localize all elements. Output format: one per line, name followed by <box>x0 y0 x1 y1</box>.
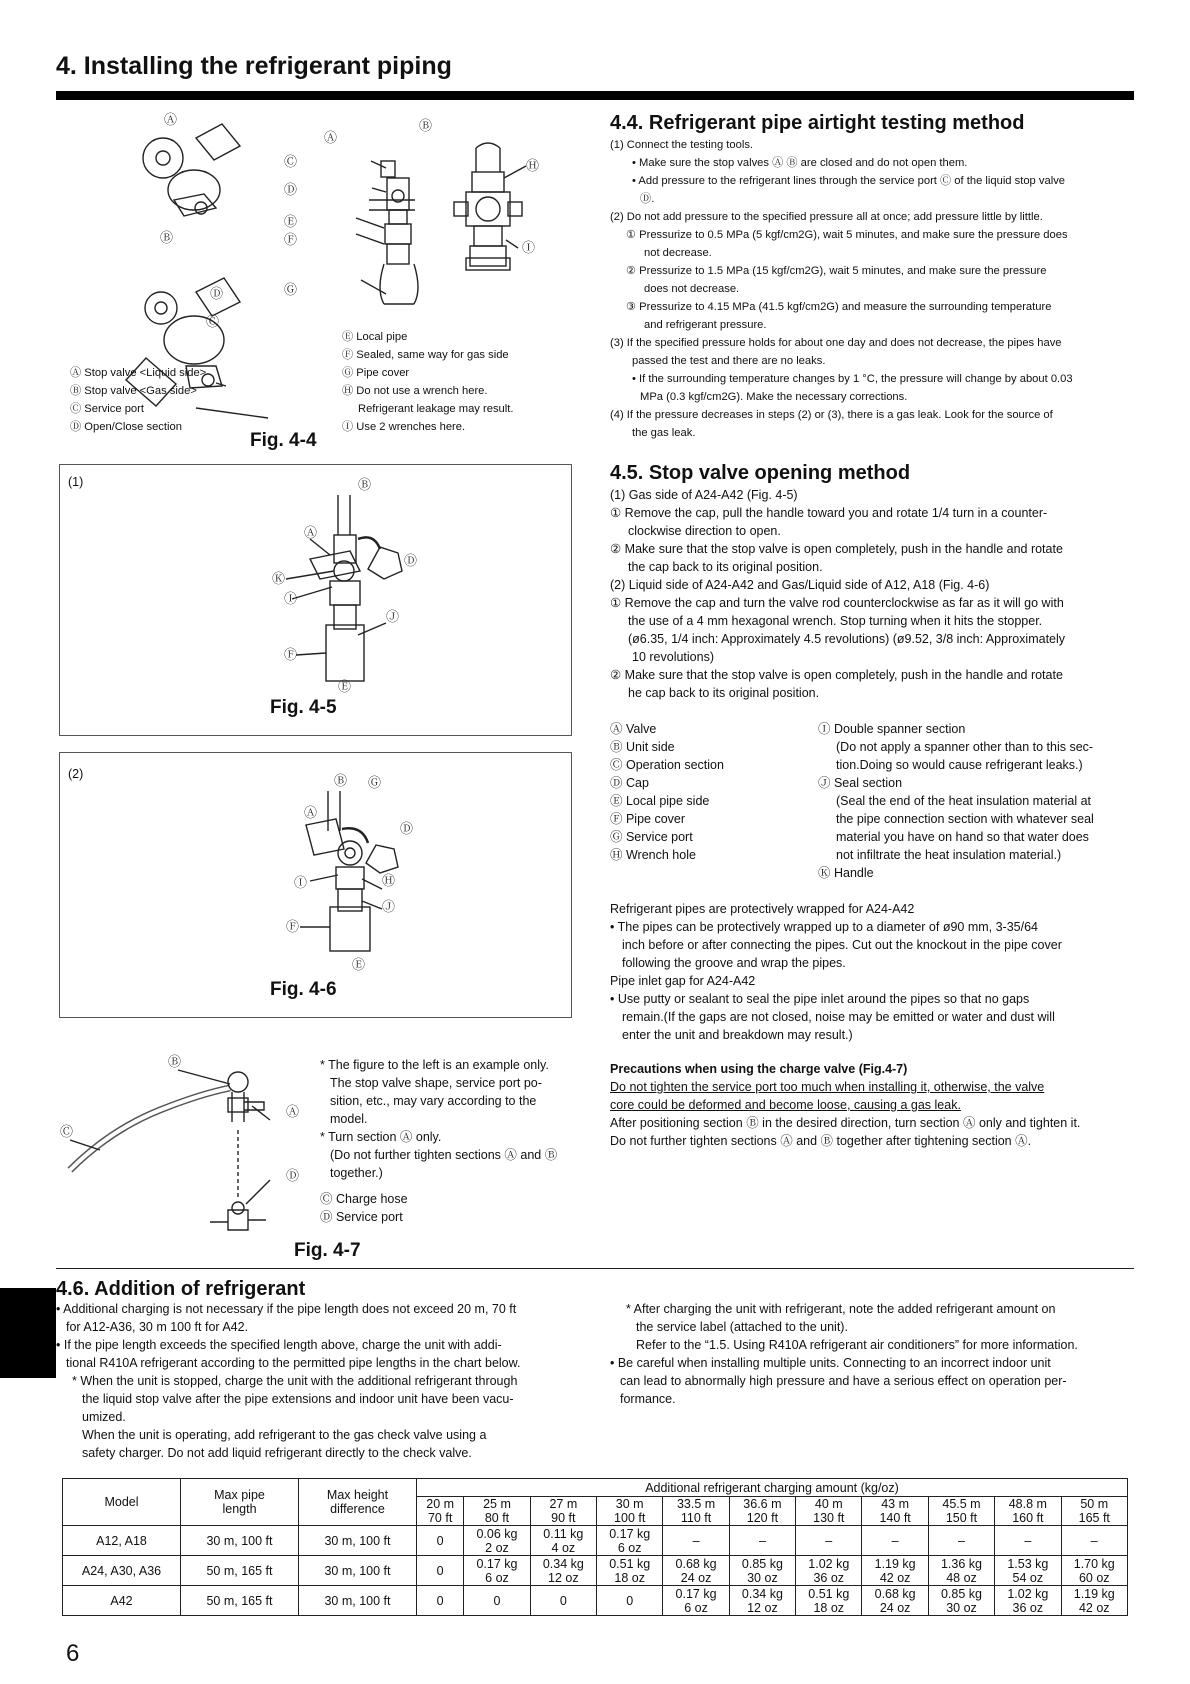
cell-amount: 0 <box>417 1586 464 1616</box>
cell-amount: 0.51 kg 18 oz <box>796 1586 862 1616</box>
section-4-5-title: 4.5. Stop valve opening method <box>610 462 911 484</box>
fig-4-5-box <box>59 464 572 736</box>
fig46-letter-b: Ⓑ <box>334 773 348 788</box>
th-length-5: 36.6 m 120 ft <box>729 1497 795 1526</box>
section-4-5-legend-left: Ⓐ Valve Ⓑ Unit side Ⓒ Operation section Ⓓ Cap Ⓔ Local pipe side Ⓕ Pipe cover Ⓖ Service port Ⓗ Wrench hole <box>610 722 724 862</box>
cell-amount: 0.17 kg 6 oz <box>663 1586 729 1616</box>
th-length-2: 27 m 90 ft <box>530 1497 596 1526</box>
fig47-letter-c: Ⓒ <box>60 1124 74 1139</box>
fig-4-6-caption: Fig. 4-6 <box>270 979 337 1000</box>
cell-model: A24, A30, A36 <box>63 1556 181 1586</box>
th-length-10: 50 m 165 ft <box>1061 1497 1127 1526</box>
cell-maxheight: 30 m, 100 ft <box>299 1556 417 1586</box>
cell-maxheight: 30 m, 100 ft <box>299 1586 417 1616</box>
section-4-5-body: (1) Gas side of A24-A42 (Fig. 4-5) ① Remove the cap, pull the handle toward you and rotate 1/4 turn in a counter- clockwise direction to open. ② Make sure that the stop valve is open completely, push in the handle and rotate the cap back to its original position. (2) Liquid side of A24-A42 and Gas/Liquid side of A12, A18 (Fig. 4-6) ① Remove the cap and turn the valve rod counterclockwise as far as it will go with the use of a 4 mm hexagonal wrench. Stop turning when it hits the stopper. (ø6.35, 1/4 inch: Approximately 4.5 revolutions) (ø9.52, 3/8 inch: Approximately 10 revolutions) ② Make sure that the stop valve is open completely, push in the handle and rotate he cap back to its original position. <box>610 488 1066 700</box>
fig-4-6-box <box>59 752 572 1018</box>
section-4-4-body: (1) Connect the testing tools. • Make sure the stop valves Ⓐ Ⓑ are closed and do not open them. • Add pressure to the refrigerant lines through the service port Ⓒ of the liquid stop valve Ⓓ. (2) Do not add pressure to the specified pressure all at once; add pressure little by little. ① Pressurize to 0.5 MPa (5 kgf/cm2G), wait 5 minutes, and make sure the pressure does not decrease. ② Pressurize to 1.5 MPa (15 kgf/cm2G), wait 5 minutes, and make sure the pressure does not decrease. ③ Pressurize to 4.15 MPa (41.5 kgf/cm2G) and measure the surrounding temperature and refrigerant pressure. (3) If the specified pressure holds for about one day and does not decrease, the pipes have passed the test and there are no leaks. • If the surrounding temperature changes by 1 °C, the pressure will change by about 0.03 MPa (0.3 kgf/cm2G). Make the necessary corrections. (4) If the pressure decreases in steps (2) or (3), there is a gas leak. Look for the source of the gas leak. <box>610 139 1073 439</box>
cell-amount: 0.68 kg 24 oz <box>663 1556 729 1586</box>
fig44-letter-b2: Ⓑ <box>419 118 433 133</box>
fig-4-6-drawing <box>210 771 470 981</box>
cell-amount: 0.06 kg 2 oz <box>464 1526 530 1556</box>
cell-amount: 0.68 kg 24 oz <box>862 1586 928 1616</box>
fig46-letter-e: Ⓔ <box>352 957 366 972</box>
section-4-6-right: * After charging the unit with refrigerant, note the added refrigerant amount on the service label (attached to the unit). Refer to the “1.5. Using R410A refrigerant air conditioners” for more information. • Be careful when installing multiple units. Connecting to an incorrect indoor unit can lead to abnormally high pressure and have a serious effect on operation per- formance. <box>610 1302 1078 1406</box>
fig45-letter-j: Ⓙ <box>386 609 400 624</box>
cell-model: A12, A18 <box>63 1526 181 1556</box>
cell-amount: – <box>729 1526 795 1556</box>
cell-amount: 0.11 kg 4 oz <box>530 1526 596 1556</box>
table-row <box>63 1556 1128 1586</box>
fig-4-4-caption: Fig. 4-4 <box>250 430 317 451</box>
sidebar-marker <box>0 1288 56 1378</box>
cell-amount: 0 <box>597 1586 663 1616</box>
page-title: 4. Installing the refrigerant piping <box>56 52 452 80</box>
section-divider <box>56 1268 1134 1269</box>
cell-amount: 0.17 kg 6 oz <box>597 1526 663 1556</box>
cell-amount: – <box>1061 1526 1127 1556</box>
fig44-letter-d: Ⓓ <box>210 286 224 301</box>
cell-amount: – <box>928 1526 994 1556</box>
fig45-letter-d: Ⓓ <box>404 553 418 568</box>
fig46-letter-a: Ⓐ <box>304 805 318 820</box>
fig46-letter-h: Ⓗ <box>382 873 396 888</box>
cell-amount: 1.53 kg 54 oz <box>995 1556 1061 1586</box>
page-number: 6 <box>66 1640 80 1667</box>
th-length-6: 40 m 130 ft <box>796 1497 862 1526</box>
fig44-letter-a: Ⓐ <box>164 112 178 127</box>
charge-valve-precautions: Precautions when using the charge valve (Fig.4-7) Do not tighten the service port too much when installing it, otherwise, the valve core could be deformed and become loose, causing a gas leak. After positioning section Ⓑ in the desired direction, turn section Ⓐ only and tighten it. Do not further tighten sections Ⓐ and Ⓑ together after tightening section Ⓐ. <box>610 1060 1132 1150</box>
th-length-3: 30 m 100 ft <box>597 1497 663 1526</box>
section-4-6-title: 4.6. Addition of refrigerant <box>56 1278 306 1300</box>
precautions-title: Precautions when using the charge valve (Fig.4-7) <box>610 1062 908 1076</box>
th-additional: Additional refrigerant charging amount (kg/oz) <box>417 1479 1128 1497</box>
fig-4-5-caption: Fig. 4-5 <box>270 697 337 718</box>
fig46-letter-j: Ⓙ <box>382 899 396 914</box>
cell-amount: 1.02 kg 36 oz <box>796 1556 862 1586</box>
cell-maxpipe: 30 m, 100 ft <box>181 1526 299 1556</box>
cell-amount: 0 <box>417 1556 464 1586</box>
cell-amount: 1.36 kg 48 oz <box>928 1556 994 1586</box>
cell-amount: – <box>995 1526 1061 1556</box>
fig44-legend-left: Ⓐ Stop valve <Liquid side> Ⓑ Stop valve <Gas side> Ⓒ Service port Ⓓ Open/Close section <box>70 367 207 433</box>
fig45-letter-a: Ⓐ <box>304 525 318 540</box>
cell-amount: – <box>796 1526 862 1556</box>
fig44-letter-e: Ⓔ <box>284 214 298 229</box>
fig46-letter-i: Ⓘ <box>294 875 308 890</box>
cell-model: A42 <box>63 1586 181 1616</box>
fig44-letter-f: Ⓕ <box>284 232 298 247</box>
fig45-letter-b: Ⓑ <box>358 477 372 492</box>
fig47-letter-a: Ⓐ <box>286 1104 300 1119</box>
cell-amount: 0 <box>464 1586 530 1616</box>
fig47-legend: Ⓒ Charge hose Ⓓ Service port <box>320 1192 408 1224</box>
section-4-6-left: • Additional charging is not necessary if the pipe length does not exceed 20 m, 70 ft for A12-A36, 30 m 100 ft for A42. • If the pipe length exceeds the specified length above, charge the unit with addi- tional R410A refrigerant according to the permitted pipe lengths in the chart below. * When the unit is stopped, charge the unit with the additional refrigerant through the liquid stop valve after the pipe extensions and indoor unit have been vacu- umized. When the unit is operating, add refrigerant to the gas check valve using a safety charger. Do not add liquid refrigerant directly to the check valve. <box>56 1302 521 1460</box>
fig45-letter-k: Ⓚ <box>272 571 286 586</box>
fig44-letter-i: Ⓘ <box>522 240 536 255</box>
th-length-4: 33.5 m 110 ft <box>663 1497 729 1526</box>
th-max-height: Max height difference <box>299 1479 417 1526</box>
fig45-letter-f: Ⓕ <box>284 647 298 662</box>
fig46-letter-g: Ⓖ <box>368 775 382 790</box>
cell-maxpipe: 50 m, 165 ft <box>181 1586 299 1616</box>
th-model: Model <box>63 1479 181 1526</box>
cell-amount: 1.02 kg 36 oz <box>995 1586 1061 1616</box>
cell-maxpipe: 50 m, 165 ft <box>181 1556 299 1586</box>
cell-amount: 0.51 kg 18 oz <box>597 1556 663 1586</box>
fig47-notes: * The figure to the left is an example only. The stop valve shape, service port po- sition, etc., may vary according to the model. * Turn section Ⓐ only. (Do not further tighten sections Ⓐ and Ⓑ together.) <box>320 1058 558 1180</box>
cell-amount: 0 <box>417 1526 464 1556</box>
section-4-4-title: 4.4. Refrigerant pipe airtight testing method <box>610 112 1025 134</box>
cell-maxheight: 30 m, 100 ft <box>299 1526 417 1556</box>
fig-4-7-caption: Fig. 4-7 <box>294 1240 361 1261</box>
th-length-1: 25 m 80 ft <box>464 1497 530 1526</box>
th-length-8: 45.5 m 150 ft <box>928 1497 994 1526</box>
section-4-5-legend-right: Ⓘ Double spanner section (Do not apply a spanner other than to this sec- tion.Doing so would cause refrigerant leaks.) Ⓙ Seal section (Seal the end of the heat insulation material at the pipe connection section with whatever seal material you have on hand so that water does not infiltrate the heat insulation material.) Ⓚ Handle <box>818 722 1094 880</box>
fig44-legend-right: Ⓔ Local pipe Ⓕ Sealed, same way for gas side Ⓖ Pipe cover Ⓗ Do not use a wrench here. Refrigerant leakage may result. Ⓘ Use 2 wrenches here. <box>342 331 514 433</box>
table-row <box>63 1526 1128 1556</box>
fig44-letter-c: Ⓒ <box>206 314 220 329</box>
cell-amount: 1.70 kg 60 oz <box>1061 1556 1127 1586</box>
refrigerant-charge-table <box>62 1478 1128 1616</box>
fig46-letter-d: Ⓓ <box>400 821 414 836</box>
cell-amount: 0.34 kg 12 oz <box>729 1586 795 1616</box>
fig47-letter-d: Ⓓ <box>286 1168 300 1183</box>
fig44-letter-b: Ⓑ <box>160 230 174 245</box>
fig44-letter-c2: Ⓒ <box>284 154 298 169</box>
cell-amount: – <box>862 1526 928 1556</box>
fig45-letter-e: Ⓔ <box>338 679 352 694</box>
fig47-letter-b: Ⓑ <box>168 1054 182 1069</box>
cell-amount: 0.34 kg 12 oz <box>530 1556 596 1586</box>
th-length-0: 20 m 70 ft <box>417 1497 464 1526</box>
fig-4-7-drawing <box>60 1040 310 1240</box>
th-length-7: 43 m 140 ft <box>862 1497 928 1526</box>
fig45-label: (1) <box>68 475 84 489</box>
th-length-9: 48.8 m 160 ft <box>995 1497 1061 1526</box>
fig46-letter-f: Ⓕ <box>286 919 300 934</box>
fig46-label: (2) <box>68 767 84 781</box>
pipe-wrap-notes: Refrigerant pipes are protectively wrapped for A24-A42 • The pipes can be protectively wrapped up to a diameter of ø90 mm, 3-35/64 inch before or after connecting the pipes. Cut out the knockout in the pipe cover following the groove and wrap the pipes. Pipe inlet gap for A24-A42 • Use putty or sealant to seal the pipe inlet around the pipes so that no gaps remain.(If the gaps are not closed, noise may be emitted or water and dust will enter the unit and breakdown may result.) <box>610 902 1062 1042</box>
fig44-letter-a2: Ⓐ <box>324 130 338 145</box>
th-max-pipe: Max pipe length <box>181 1479 299 1526</box>
cell-amount: 0 <box>530 1586 596 1616</box>
fig44-letter-d2: Ⓓ <box>284 182 298 197</box>
cell-amount: 0.85 kg 30 oz <box>928 1586 994 1616</box>
table-row <box>63 1586 1128 1616</box>
fig45-letter-i: Ⓘ <box>284 591 298 606</box>
fig44-letter-g: Ⓖ <box>284 282 298 297</box>
cell-amount: 1.19 kg 42 oz <box>1061 1586 1127 1616</box>
fig-4-5-drawing <box>210 475 470 694</box>
fig44-letter-h: Ⓗ <box>526 158 540 173</box>
cell-amount: 0.17 kg 6 oz <box>464 1556 530 1586</box>
title-rule <box>56 91 1134 100</box>
cell-amount: 0.85 kg 30 oz <box>729 1556 795 1586</box>
cell-amount: 1.19 kg 42 oz <box>862 1556 928 1586</box>
cell-amount: – <box>663 1526 729 1556</box>
